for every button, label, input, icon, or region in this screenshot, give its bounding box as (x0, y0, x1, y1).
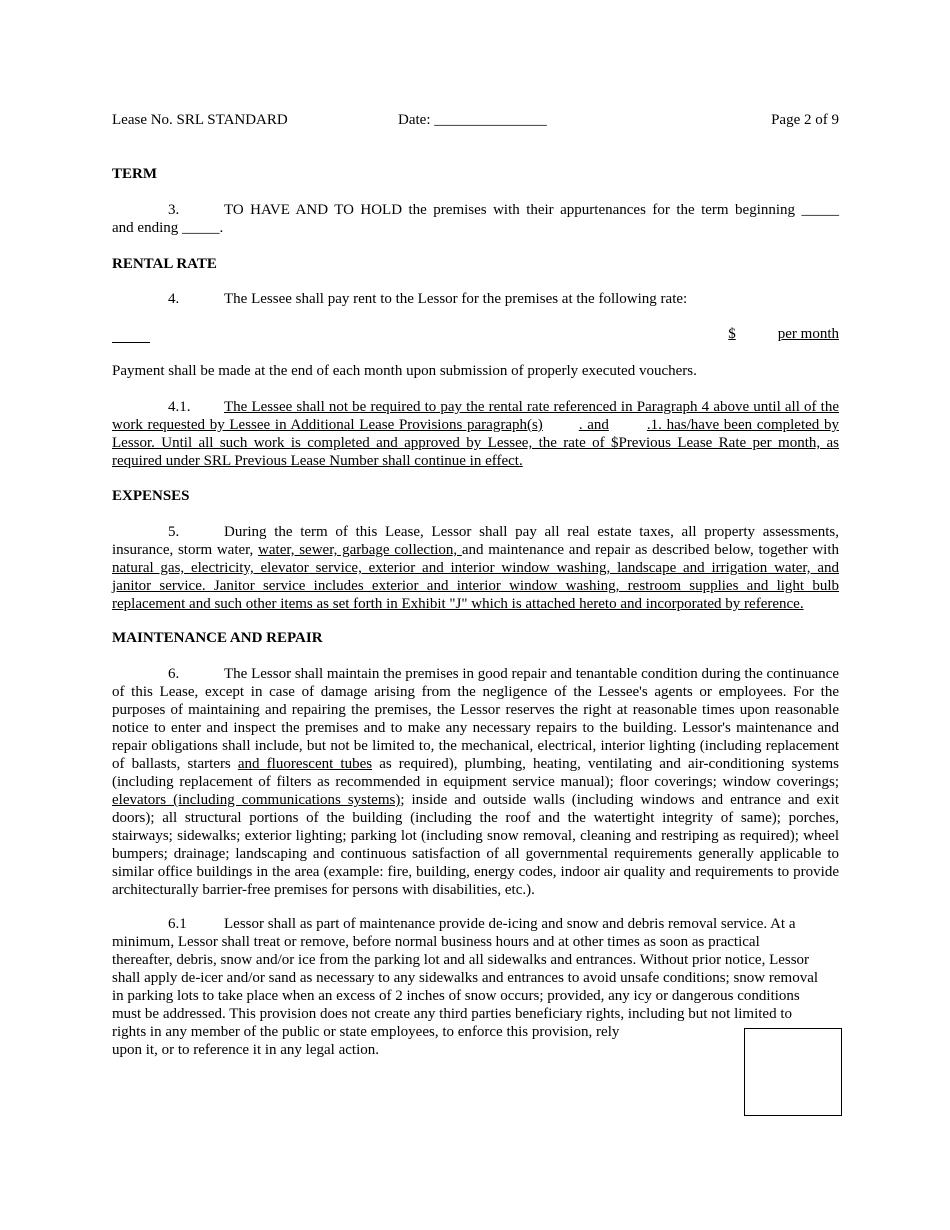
expenses-underline-1: water, sewer, garbage collection, (258, 542, 462, 558)
rental-sub-paragraph (112, 398, 839, 470)
term-text-line (224, 201, 839, 219)
rental-heading: RENTAL RATE (112, 256, 217, 272)
term-paragraph (112, 201, 839, 237)
rental-sub-b: .1. has/have been completed by Lessor. Until all such work is completed and approved by Lessee, the rate of $Previous Lease Rate per month, as required under SRL Previous Lease Number shall continue in effect. (112, 417, 839, 469)
rental-sub-a: The Lessee shall not be required to pay the rental rate referenced in Paragraph 4 above until all of the work requested by Lessee in Additional Lease Provisions paragraph(s) (112, 399, 839, 433)
rate-amount (728, 326, 839, 343)
initials-box (744, 1028, 842, 1116)
term-number: 3. (168, 202, 180, 218)
maintenance-underline-2: elevators (including communications systems) (112, 792, 401, 808)
maintenance-sub-paragraph (112, 915, 824, 1059)
payment-text: Payment shall be made at the end of each month upon submission of properly executed vouchers. (112, 363, 697, 379)
maintenance-underline-1: and fluorescent tubes (237, 756, 373, 772)
page-number: Page 2 of 9 (771, 112, 839, 128)
term-heading: TERM (112, 166, 157, 182)
term-text-b: and ending _____. (112, 220, 224, 236)
maintenance-text-3: ; inside and outside walls (including windows and entrance and exit doors); all structural portions of the building (including the roof and the watertight integrity of same); porches, stairways; sidewalks; exterior lighting; parking lot (including snow removal, cleaning and restriping as required); wheel bumpers; drainage; landscaping and continuous satisfaction of all governmental requirements generally applicable to similar office buildings in the area (example: fire, building, energy codes, indoor air quality and requirements to provide architecturally barrier-free premises for persons with disabilities, etc.). (112, 792, 839, 898)
expenses-text-2: and maintenance and repair as described below, together with (461, 542, 839, 558)
rental-paragraph (112, 290, 839, 308)
rate-blank (112, 326, 150, 343)
expenses-paragraph (112, 523, 839, 613)
expenses-number: 5. (168, 524, 180, 540)
rental-number: 4. (168, 291, 180, 307)
maintenance-paragraph (112, 665, 839, 899)
expenses-text-1: During the term of this Lease, Lessor shall pay all real estate taxes, all property assessments, insurance, storm water, (112, 524, 839, 558)
rate-unit: per month (777, 326, 839, 342)
maintenance-text-2: as required), plumbing, heating, ventilating and air-conditioning systems (including replacement of filters as recommended in equipment service manual); floor coverings; window coverings; (112, 756, 839, 790)
term-text-a: TO HAVE AND TO HOLD the premises with their appurtenances for the term beginning _____ (224, 202, 839, 218)
lease-number: Lease No. SRL STANDARD (112, 112, 288, 128)
rental-text: The Lessee shall pay rent to the Lessor for the premises at the following rate: (224, 291, 688, 307)
rate-row (112, 326, 839, 344)
date-field: Date: _______________ (398, 112, 547, 128)
maintenance-sub-last: upon it, or to reference it in any legal action. (112, 1042, 379, 1058)
page-header (112, 112, 839, 132)
maintenance-text-1: The Lessor shall maintain the premises in good repair and tenantable condition during the continuance of this Lease, except in case of damage arising from the negligence of the Lessee's agents or employees. For the purposes of maintaining and repairing the premises, the Lessor reserves the right at reasonable times upon reasonable notice to enter and inspect the premises and to make any necessary repairs to the building. Lessor's maintenance and repair obligations shall include, but not be limited to, the mechanical, electrical, interior lighting (including replacement of ballasts, starters (112, 666, 839, 772)
maintenance-sub-number: 6.1 (168, 916, 187, 932)
expenses-underline-2: natural gas, electricity, elevator service, exterior and interior window washing, landscape and irrigation water, and janitor service. Janitor service includes exterior and interior window washing, restroom supplies and light bulb replacement and such other items as set forth in Exhibit "J" which is attached hereto and incorporated by reference. (112, 560, 839, 612)
expenses-heading: EXPENSES (112, 488, 190, 504)
maintenance-heading: MAINTENANCE AND REPAIR (112, 630, 323, 646)
rental-sub-number: 4.1. (168, 399, 191, 415)
maintenance-number: 6. (168, 666, 180, 682)
maintenance-sub-text: Lessor shall as part of maintenance provide de-icing and snow and debris removal service. At a minimum, Lessor shall treat or remove, before normal business hours and at other times as soon as practical thereafter, debris, snow and/or ice from the parking lot and all sidewalks and entrances. Without prior notice, Lessor shall apply de-icer and/or sand as necessary to any sidewalks and entrances to avoid unsafe conditions; snow removal in parking lots to take place when an excess of 2 inches of snow occurs; provided, any icy or dangerous conditions must be addressed. This provision does not create any third parties beneficiary rights, including but not limited to rights in any member of the public or state employees, to enforce this provision, rely (112, 916, 819, 1040)
rate-dollar: $ (728, 326, 736, 342)
rental-sub-and: . and (578, 417, 609, 433)
